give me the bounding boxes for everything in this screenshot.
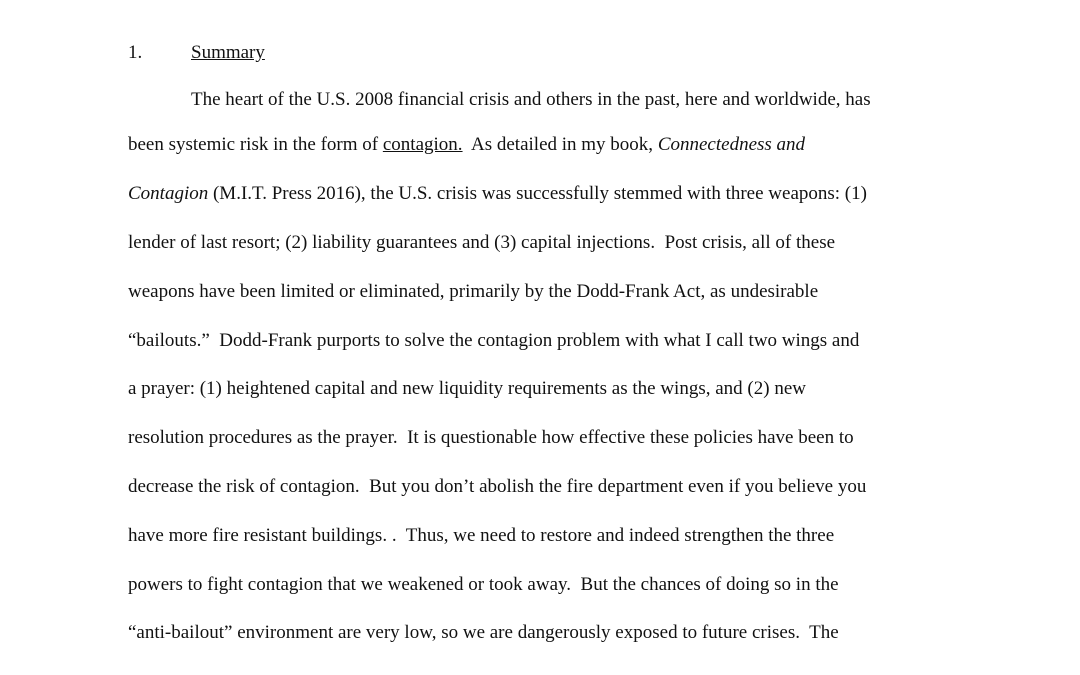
paragraph-text: “bailouts.” Dodd-Frank purports to solve the contagion problem with what I call two wings and bbox=[128, 330, 860, 351]
paragraph-line-12 bbox=[128, 620, 839, 646]
section-number: 1. bbox=[128, 42, 143, 63]
paragraph-line-6 bbox=[128, 328, 859, 354]
paragraph-line-10 bbox=[128, 523, 834, 549]
paragraph-text: decrease the risk of contagion. But you don’t abolish the fire department even if you believe you bbox=[128, 476, 867, 497]
paragraph-text: have more fire resistant buildings. . Thus, we need to restore and indeed strengthen the three bbox=[128, 525, 835, 546]
paragraph-text: (M.I.T. Press 2016), the U.S. crisis was successfully stemmed with three weapons: (1) bbox=[208, 183, 867, 204]
paragraph-line-3 bbox=[128, 181, 867, 207]
paragraph-line-8 bbox=[128, 425, 854, 451]
paragraph-text: resolution procedures as the prayer. It is questionable how effective these policies have been to bbox=[128, 427, 854, 448]
paragraph-line-11 bbox=[128, 572, 839, 598]
paragraph-line-2 bbox=[128, 132, 805, 158]
paragraph-line-1 bbox=[191, 87, 871, 113]
paragraph-text: As detailed in my book, bbox=[462, 134, 658, 155]
book-title-part-2: Contagion bbox=[128, 183, 209, 204]
paragraph-text: “anti-bailout” environment are very low, so we are dangerously exposed to future crises. The bbox=[128, 622, 839, 643]
paragraph-text: a prayer: (1) heightened capital and new liquidity requirements as the wings, and (2) new bbox=[128, 378, 806, 399]
paragraph-line-9 bbox=[128, 474, 866, 500]
underlined-term-contagion: contagion. bbox=[382, 134, 463, 155]
paragraph-text: weapons have been limited or eliminated, primarily by the Dodd-Frank Act, as undesirable bbox=[128, 281, 819, 302]
paragraph-text: been systemic risk in the form of bbox=[128, 134, 383, 155]
paragraph-line-5 bbox=[128, 279, 818, 305]
book-title-part-1: Connectedness and bbox=[657, 134, 806, 155]
paragraph-text: The heart of the U.S. 2008 financial crisis and others in the past, here and worldwide, has bbox=[191, 89, 871, 110]
paragraph-text: lender of last resort; (2) liability guarantees and (3) capital injections. Post crisis, all of these bbox=[128, 232, 836, 253]
paragraph-line-7 bbox=[128, 376, 806, 402]
paragraph-text: powers to fight contagion that we weakened or took away. But the chances of doing so in the bbox=[128, 574, 839, 595]
section-title: Summary bbox=[191, 42, 265, 63]
paragraph-line-4 bbox=[128, 230, 835, 256]
